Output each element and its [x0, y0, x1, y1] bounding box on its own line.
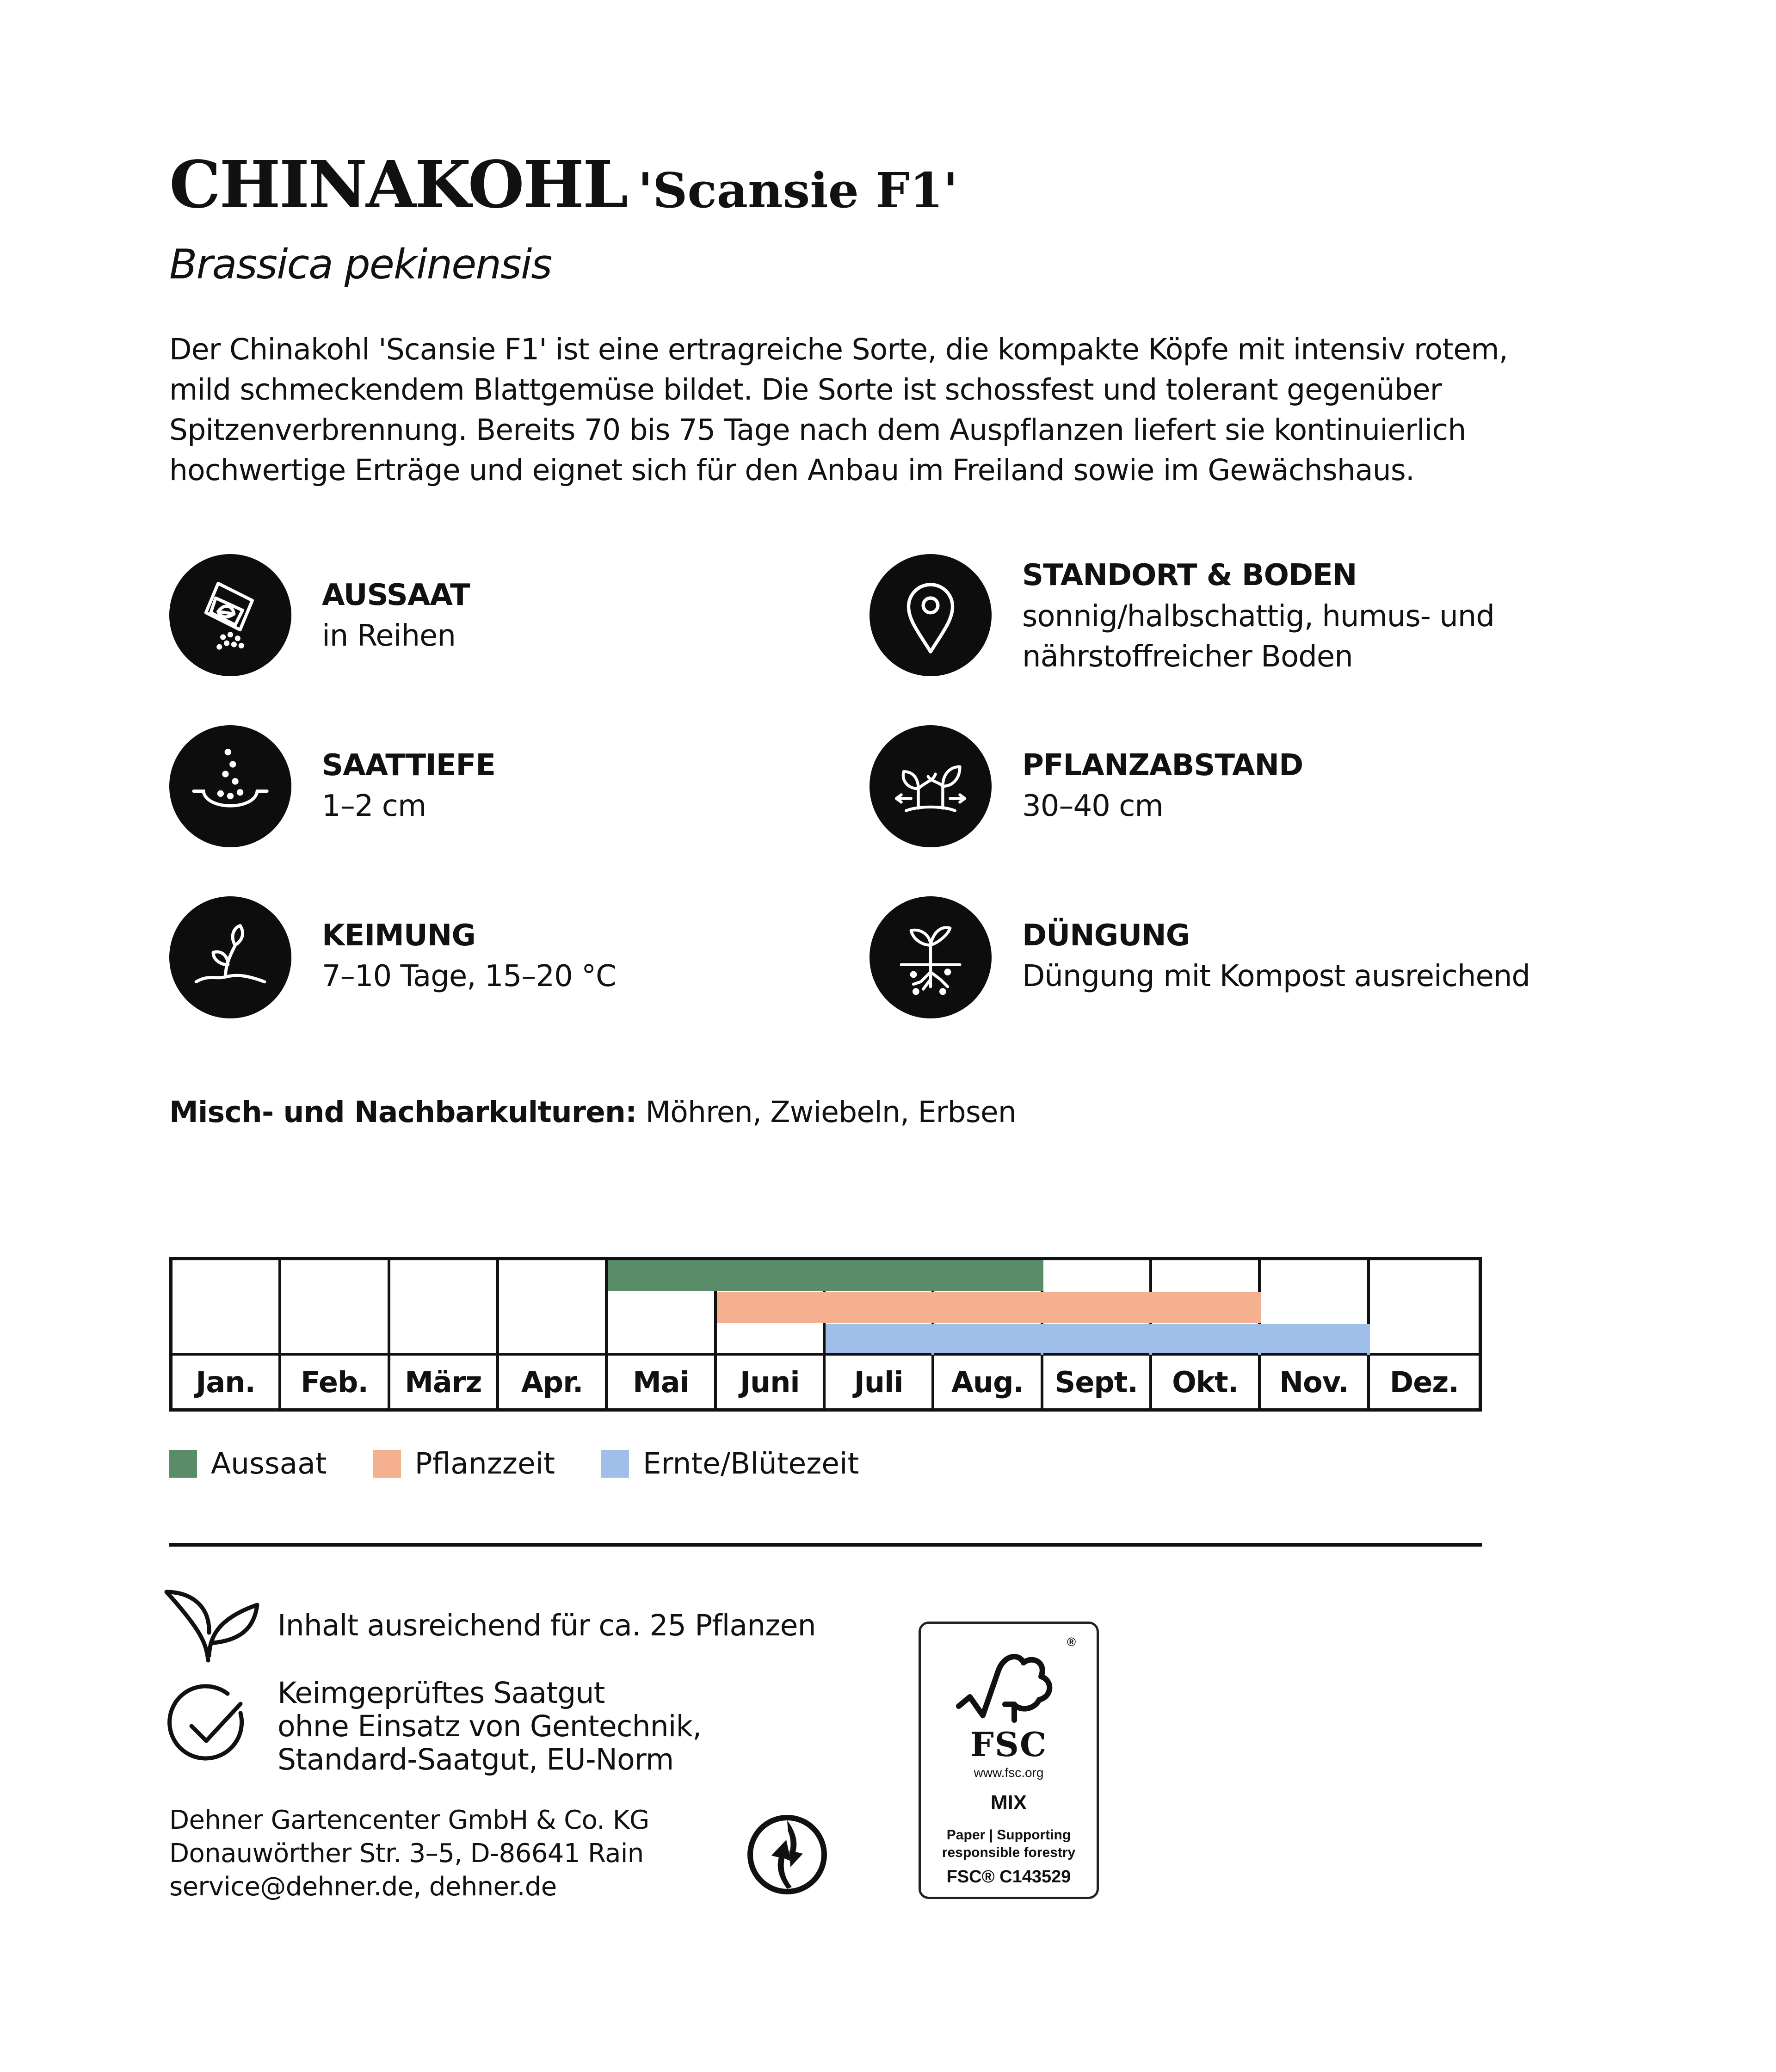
calendar-bar-ernte	[1043, 1324, 1152, 1355]
product-name: CHINAKOHL	[169, 147, 627, 223]
legend-label-ernte: Ernte/Blütezeit	[642, 1447, 859, 1480]
calendar-bar-ernte	[934, 1324, 1043, 1355]
feature-value-standort	[1022, 597, 1494, 677]
feature-label-duengung: DÜNGUNG	[1022, 919, 1190, 953]
legend-swatch-pflanzzeit	[373, 1450, 401, 1478]
legend-swatch-ernte	[601, 1450, 629, 1478]
calendar-month-8	[934, 1260, 1043, 1408]
calendar-month-4	[499, 1260, 608, 1408]
feature-value-aussaat: in Reihen	[322, 619, 456, 653]
content-note: Inhalt ausreichend für ca. 25 Pflanzen	[278, 1609, 816, 1642]
location-pin-icon	[870, 554, 992, 676]
calendar-legend	[169, 1447, 905, 1480]
calendar-bar-ernte	[826, 1324, 934, 1355]
legend-item-pflanzzeit	[373, 1447, 555, 1480]
calendar-bar-pflanzzeit	[934, 1292, 1043, 1323]
calendar-month-label: Aug.	[934, 1353, 1040, 1408]
calendar-bar-pflanzzeit	[1043, 1292, 1152, 1323]
latin-name: Brassica pekinensis	[169, 240, 552, 288]
legend-item-ernte	[601, 1447, 859, 1480]
product-title	[169, 147, 958, 223]
feature-label-keimung: KEIMUNG	[322, 919, 475, 953]
calendar-month-6	[717, 1260, 826, 1408]
calendar-bar-aussaat	[608, 1260, 716, 1291]
feature-label-standort: STANDORT & BODEN	[1022, 558, 1357, 592]
fertilizer-roots-icon	[870, 896, 992, 1018]
plant-spacing-icon	[870, 725, 992, 847]
seed-packet-icon	[169, 554, 291, 676]
quality-note	[278, 1677, 702, 1776]
companion-crops-value: Möhren, Zwiebeln, Erbsen	[645, 1095, 1016, 1129]
calendar-month-label: Jan.	[173, 1353, 278, 1408]
feature-label-saattiefe: SAATTIEFE	[322, 748, 495, 783]
description-line: Spitzenverbrennung. Bereits 70 bis 75 Tage nach dem Auspflanzen liefert sie kontinuierlich	[169, 413, 1466, 447]
feature-value-line: sonnig/halbschattig, humus- und	[1022, 599, 1494, 634]
fsc-claim-line: Paper | Supporting	[946, 1827, 1071, 1843]
calendar-bar-pflanzzeit	[826, 1292, 934, 1323]
calendar-month-label: Apr.	[499, 1353, 605, 1408]
calendar-bar-aussaat	[934, 1260, 1043, 1291]
legend-label-pflanzzeit: Pflanzzeit	[414, 1447, 555, 1480]
sowing-depth-icon	[169, 725, 291, 847]
calendar-bar-pflanzzeit	[717, 1292, 826, 1323]
description-line: mild schmeckendem Blattgemüse bildet. Die Sorte ist schossfest und tolerant gegenüber	[169, 373, 1442, 407]
fsc-url: www.fsc.org	[974, 1765, 1044, 1780]
quality-line: ohne Einsatz von Gentechnik,	[278, 1709, 702, 1743]
fsc-logo-text: FSC	[970, 1725, 1048, 1764]
fsc-claim-line: responsible forestry	[942, 1845, 1076, 1860]
legend-label-aussaat: Aussaat	[211, 1447, 327, 1480]
sprout-icon	[169, 896, 291, 1018]
calendar-month-7	[826, 1260, 934, 1408]
address-line: Donauwörther Str. 3–5, D-86641 Rain	[169, 1838, 644, 1868]
companion-crops	[169, 1095, 1016, 1129]
quality-line: Standard-Saatgut, EU-Norm	[278, 1743, 674, 1776]
planting-calendar	[169, 1257, 1482, 1412]
feature-value-pflanzabstand: 30–40 cm	[1022, 789, 1163, 823]
product-description	[169, 329, 1557, 490]
address-line: Dehner Gartencenter GmbH & Co. KG	[169, 1805, 649, 1835]
calendar-bar-aussaat	[717, 1260, 826, 1291]
calendar-month-3	[390, 1260, 499, 1408]
calendar-month-10	[1152, 1260, 1261, 1408]
calendar-month-label: Sept.	[1043, 1353, 1149, 1408]
calendar-month-2	[281, 1260, 390, 1408]
calendar-month-label: März	[390, 1353, 496, 1408]
calendar-month-11	[1261, 1260, 1369, 1408]
divider	[169, 1543, 1482, 1547]
calendar-month-label: Feb.	[281, 1353, 387, 1408]
calendar-bar-ernte	[1261, 1324, 1369, 1355]
company-address	[169, 1804, 649, 1904]
feature-label-pflanzabstand: PFLANZABSTAND	[1022, 748, 1303, 783]
legend-item-aussaat	[169, 1447, 327, 1480]
quality-line: Keimgeprüftes Saatgut	[278, 1676, 605, 1710]
calendar-month-label: Mai	[608, 1353, 714, 1408]
description-line: Der Chinakohl 'Scansie F1' ist eine ertragreiche Sorte, die kompakte Köpfe mit intensiv rotem,	[169, 333, 1508, 366]
fsc-claim	[921, 1826, 1097, 1862]
leaves-icon	[162, 1586, 264, 1665]
calendar-bar-pflanzzeit	[1152, 1292, 1261, 1323]
address-line: service@dehner.de, dehner.de	[169, 1872, 557, 1902]
product-cultivar: 'Scansie F1'	[638, 162, 958, 219]
fsc-tree-icon	[954, 1637, 1068, 1725]
fsc-mix: MIX	[990, 1791, 1027, 1814]
calendar-month-label: Juli	[826, 1353, 931, 1408]
companion-crops-label: Misch- und Nachbarkulturen:	[169, 1095, 637, 1129]
feature-label-aussaat: AUSSAAT	[322, 578, 470, 612]
calendar-month-label: Dez.	[1370, 1353, 1479, 1408]
feature-value-keimung: 7–10 Tage, 15–20 °C	[322, 959, 616, 993]
calendar-month-1	[173, 1260, 281, 1408]
feature-value-line: nährstoffreicher Boden	[1022, 640, 1353, 674]
calendar-month-label: Juni	[717, 1353, 823, 1408]
fsc-registered-mark: ®	[1067, 1635, 1076, 1649]
calendar-month-5	[608, 1260, 716, 1408]
calendar-month-12	[1370, 1260, 1479, 1408]
feature-value-saattiefe: 1–2 cm	[322, 789, 426, 823]
calendar-month-label: Nov.	[1261, 1353, 1367, 1408]
description-line: hochwertige Erträge und eignet sich für den Anbau im Freiland sowie im Gewächshaus.	[169, 453, 1415, 487]
calendar-bar-aussaat	[826, 1260, 934, 1291]
feature-value-duengung: Düngung mit Kompost ausreichend	[1022, 959, 1530, 993]
calendar-month-label: Okt.	[1152, 1353, 1258, 1408]
legend-swatch-aussaat	[169, 1450, 197, 1478]
fsc-certificate-label	[919, 1622, 1099, 1899]
calendar-bar-ernte	[1152, 1324, 1261, 1355]
check-circle-icon	[167, 1684, 251, 1767]
fsc-code: FSC® C143529	[946, 1867, 1071, 1887]
calendar-month-9	[1043, 1260, 1152, 1408]
green-dot-recycling-icon	[746, 1813, 829, 1896]
